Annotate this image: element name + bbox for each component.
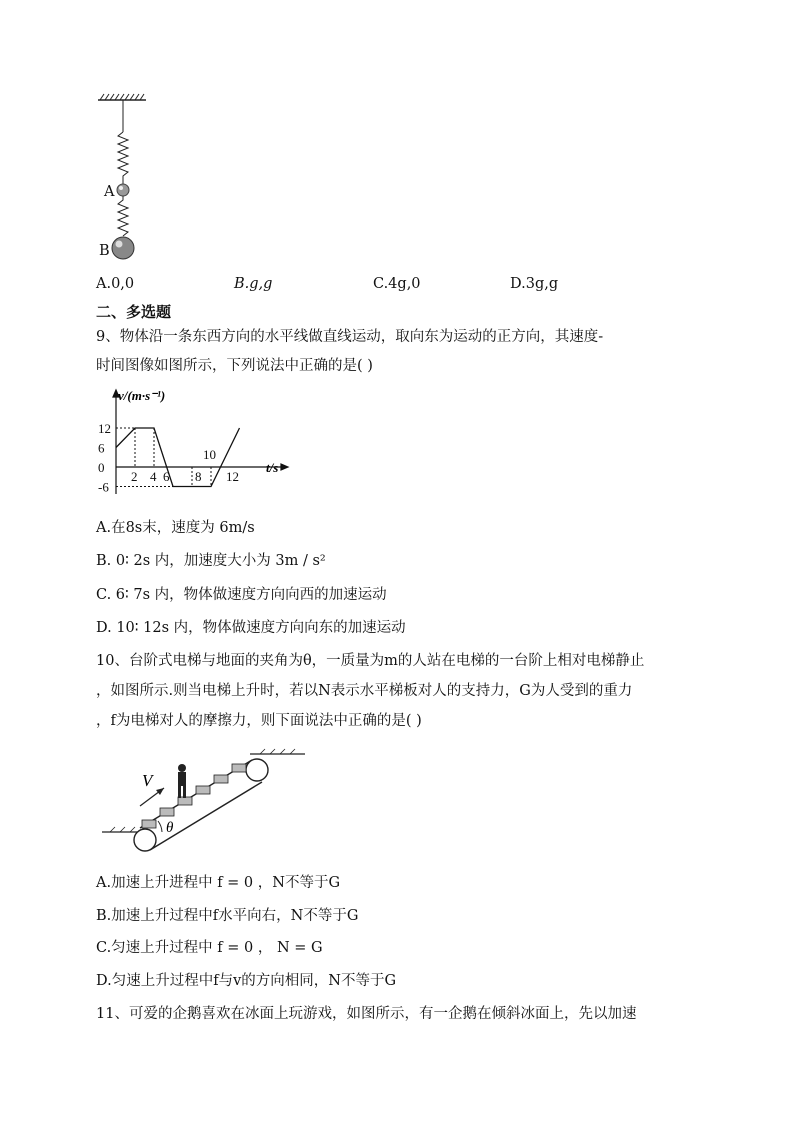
x-axis-label: t/s xyxy=(266,460,279,475)
label-b: B xyxy=(99,243,110,259)
x-tick-label: 10 xyxy=(203,447,216,462)
q9-option-b[interactable]: B. 0∶ 2s 内，加速度大小为 3m / s² xyxy=(96,553,326,569)
y-tick-label: 12 xyxy=(98,421,111,436)
q10-stem-line2: ，如图所示.则当电梯上升时，若以N表示水平梯板对人的支持力，G为人受到的重力 xyxy=(96,683,633,699)
q11-stem-line1: 11、可爱的企鹅喜欢在冰面上玩游戏，如图所示，有一企鹅在倾斜冰面上，先以加速 xyxy=(96,1006,637,1022)
angle-label: θ xyxy=(166,820,174,836)
q9-option-a[interactable]: A.在8s末，速度为 6m/s xyxy=(96,520,255,536)
q8-option-a[interactable]: A.0,0 xyxy=(96,276,135,292)
y-tick-label: 6 xyxy=(98,440,105,456)
y-tick-label: -6 xyxy=(98,479,109,495)
y-axis-label: v/(m·s⁻¹) xyxy=(118,388,166,403)
q10-option-a[interactable]: A.加速上升进程中 f = 0 ，N不等于G xyxy=(96,875,341,891)
spring-figure xyxy=(90,92,150,262)
y-tick-label: 0 xyxy=(98,460,105,475)
x-tick-label: 2 xyxy=(131,469,138,484)
section-title: 二、多选题 xyxy=(96,303,172,321)
x-tick-label: 12 xyxy=(226,469,239,484)
x-tick-label: 6 xyxy=(163,469,170,484)
q9-option-c[interactable]: C. 6∶ 7s 内，物体做速度方向向西的加速运动 xyxy=(96,587,387,603)
velocity-label: V xyxy=(142,771,153,790)
vt-chart xyxy=(96,388,296,500)
q9-stem-line2: 时间图像如图所示，下列说法中正确的是( ) xyxy=(96,358,373,374)
q10-stem-line3: ，f为电梯对人的摩擦力，则下面说法中正确的是( ) xyxy=(96,713,422,729)
q9-option-d[interactable]: D. 10∶ 12s 内，物体做速度方向向东的加速运动 xyxy=(96,620,406,636)
q8-option-d[interactable]: D.3g,g xyxy=(510,276,559,292)
x-tick-label: 8 xyxy=(195,469,202,484)
q8-option-b[interactable]: B.g,g xyxy=(234,276,273,292)
q10-stem-line1: 10、台阶式电梯与地面的夹角为θ，一质量为m的人站在电梯的一台阶上相对电梯静止 xyxy=(96,653,645,669)
q10-option-b[interactable]: B.加速上升过程中f水平向右，N不等于G xyxy=(96,908,359,924)
x-axis-arrow xyxy=(281,464,288,470)
q10-option-d[interactable]: D.匀速上升过程中f与v的方向相同，N不等于G xyxy=(96,973,397,989)
x-tick-label: 4 xyxy=(150,469,157,484)
q10-option-c[interactable]: C.匀速上升过程中 f = 0 ， N = G xyxy=(96,940,323,956)
q9-stem-line1: 9、物体沿一条东西方向的水平线做直线运动，取向东为运动的正方向，其速度- xyxy=(96,329,604,345)
q8-option-c[interactable]: C.4g,0 xyxy=(373,276,421,292)
label-a: A xyxy=(104,184,115,200)
escalator-figure xyxy=(100,746,310,862)
